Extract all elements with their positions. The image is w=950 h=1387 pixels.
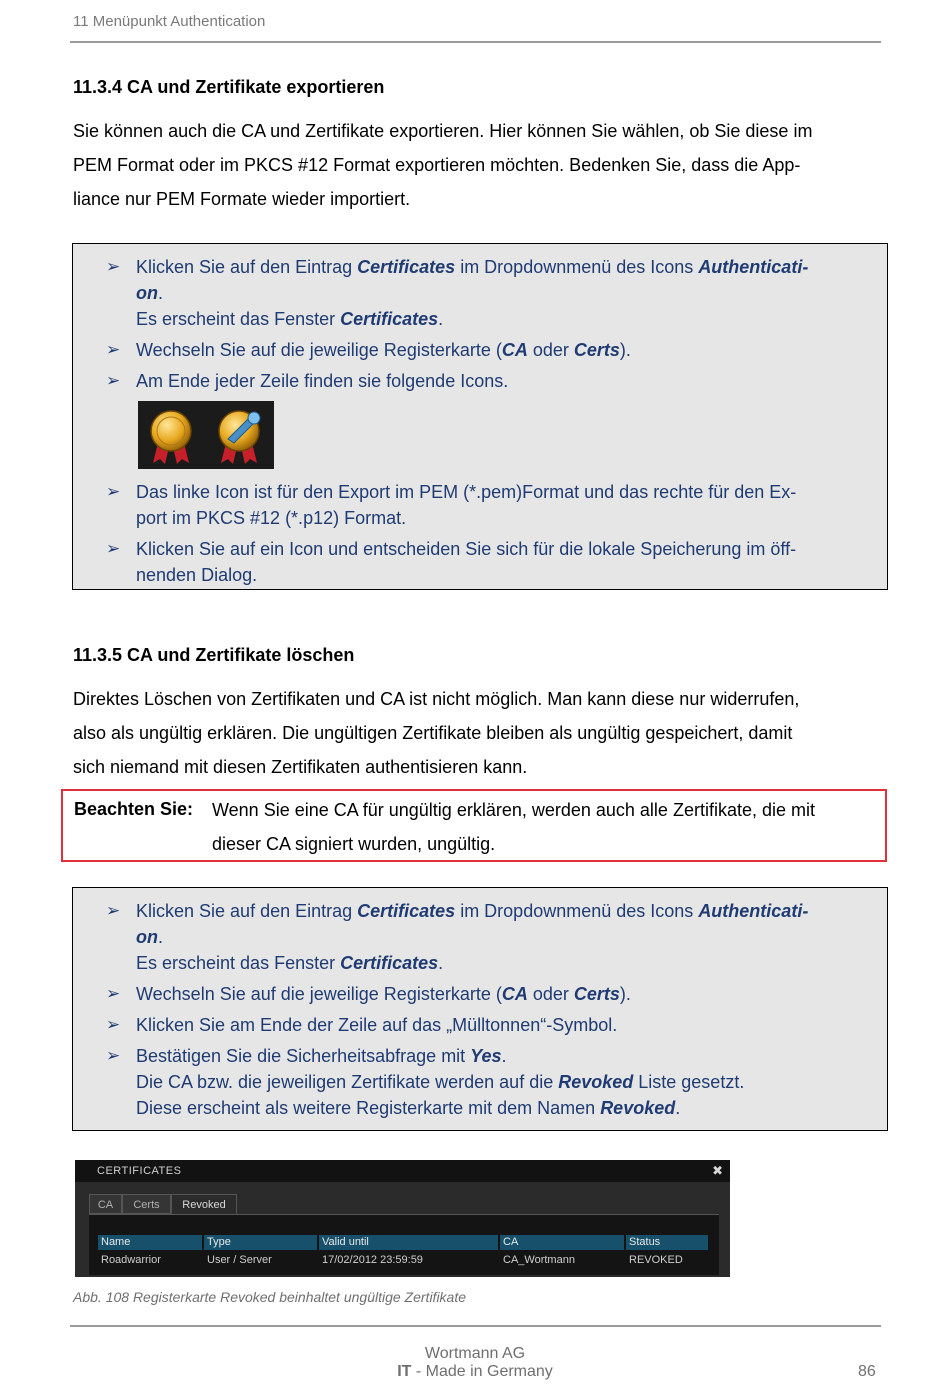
instruction-step	[106, 337, 866, 363]
step-text: Wechseln Sie auf die jeweilige Registerkarte (CA oder Certs).	[136, 984, 631, 1004]
header-divider	[70, 41, 881, 43]
export-paragraph-line: PEM Format oder im PKCS #12 Format exportieren möchten. Bedenken Sie, dass die App-	[73, 155, 801, 175]
step-text: Klicken Sie auf den Eintrag Certificates im Dropdownmenü des Icons Authenticati- on. Es erscheint das Fenster Certificates.	[136, 257, 809, 329]
bullet-arrow-icon: ➢	[106, 1015, 121, 1034]
note-text: Wenn Sie eine CA für ungültig erklären, werden auch alle Zertifikate, die mit dieser CA signiert wurden, ungültig.	[212, 800, 815, 854]
step-text: Das linke Icon ist für den Export im PEM (*.pem)Format und das rechte für den Ex- port im PKCS #12 (*.p12) Format.	[136, 482, 797, 528]
instruction-box-export	[72, 243, 888, 590]
instruction-step	[106, 254, 866, 332]
bullet-arrow-icon: ➢	[106, 371, 121, 390]
step-text: Wechseln Sie auf die jeweilige Registerkarte (CA oder Certs).	[136, 340, 631, 360]
tab-revoked[interactable]: Revoked	[171, 1194, 237, 1214]
delete-paragraph-line: sich niemand mit diesen Zertifikaten authentisieren kann.	[73, 757, 528, 777]
window-title: CERTIFICATES	[97, 1165, 182, 1177]
bullet-arrow-icon: ➢	[106, 257, 121, 276]
table-cell[interactable]: Roadwarrior	[101, 1254, 161, 1266]
bullet-arrow-icon: ➢	[106, 539, 121, 558]
instruction-step	[106, 368, 866, 394]
instruction-step	[106, 1012, 866, 1038]
step-text: Klicken Sie auf den Eintrag Certificates im Dropdownmenü des Icons Authenticati- on. Es erscheint das Fenster Certificates.	[136, 901, 809, 973]
page-number: 86	[858, 1363, 876, 1380]
column-header-status[interactable]: Status	[626, 1235, 708, 1250]
tab-ca[interactable]: CA	[89, 1194, 122, 1214]
table-cell[interactable]: 17/02/2012 23:59:59	[322, 1254, 423, 1266]
footer-company: Wortmann AG	[424, 1345, 526, 1362]
column-header-type[interactable]: Type	[204, 1235, 317, 1250]
instruction-step	[106, 536, 866, 588]
export-icons-image	[138, 401, 274, 469]
table-cell[interactable]: REVOKED	[629, 1254, 683, 1266]
delete-paragraph-line: also als ungültig erklären. Die ungültigen Zertifikate bleiben als ungültig gespeichert, damit	[73, 723, 793, 743]
close-icon[interactable]: ✖	[712, 1163, 723, 1178]
section-heading-delete: 11.3.5 CA und Zertifikate löschen	[73, 645, 355, 665]
export-paragraph-line: Sie können auch die CA und Zertifikate exportieren. Hier können Sie wählen, ob Sie diese im	[73, 121, 813, 141]
instruction-step	[106, 981, 866, 1007]
bullet-arrow-icon: ➢	[106, 1046, 121, 1065]
column-header-valid-until[interactable]: Valid until	[319, 1235, 498, 1250]
revoked-table	[89, 1214, 719, 1275]
step-text: Klicken Sie auf ein Icon und entscheiden Sie sich für die lokale Speicherung im öff- nenden Dialog.	[136, 539, 797, 585]
step-text: Am Ende jeder Zeile finden sie folgende Icons.	[136, 371, 509, 391]
warning-note	[61, 789, 887, 862]
bullet-arrow-icon: ➢	[106, 340, 121, 359]
window-titlebar	[75, 1160, 730, 1182]
section-heading-export: 11.3.4 CA und Zertifikate exportieren	[73, 77, 385, 97]
running-header: 11 Menüpunkt Authentication	[73, 13, 266, 30]
medal-p12-icon	[212, 409, 266, 465]
instruction-box-delete	[72, 887, 888, 1131]
instruction-step	[106, 479, 866, 531]
tab-certs[interactable]: Certs	[122, 1194, 171, 1214]
bullet-arrow-icon: ➢	[106, 984, 121, 1003]
export-paragraph-line: liance nur PEM Formate wieder importiert.	[73, 189, 411, 209]
table-cell[interactable]: CA_Wortmann	[503, 1254, 575, 1266]
step-text: Klicken Sie am Ende der Zeile auf das „Mülltonnen“-Symbol.	[136, 1015, 618, 1035]
step-text: Bestätigen Sie die Sicherheitsabfrage mit Yes. Die CA bzw. die jeweiligen Zertifikate werden auf die Revoked Liste gesetzt. Diese erscheint als weitere Registerkarte mit dem Namen Revoked.	[136, 1046, 745, 1118]
delete-paragraph-line: Direktes Löschen von Zertifikaten und CA ist nicht möglich. Man kann diese nur widerrufen,	[73, 689, 800, 709]
note-label: Beachten Sie:	[74, 799, 194, 819]
column-header-name[interactable]: Name	[98, 1235, 202, 1250]
figure-caption: Abb. 108 Registerkarte Revoked beinhaltet ungültige Zertifikate	[73, 1289, 467, 1305]
certificates-window-screenshot	[75, 1160, 730, 1277]
instruction-step	[106, 898, 866, 976]
footer-tagline: IT - Made in Germany	[397, 1363, 553, 1380]
bullet-arrow-icon: ➢	[106, 901, 121, 920]
bullet-arrow-icon: ➢	[106, 482, 121, 501]
footer-divider	[70, 1325, 881, 1327]
medal-pem-icon	[144, 409, 198, 465]
instruction-step	[106, 1043, 866, 1121]
column-header-ca[interactable]: CA	[500, 1235, 624, 1250]
table-cell[interactable]: User / Server	[207, 1254, 272, 1266]
